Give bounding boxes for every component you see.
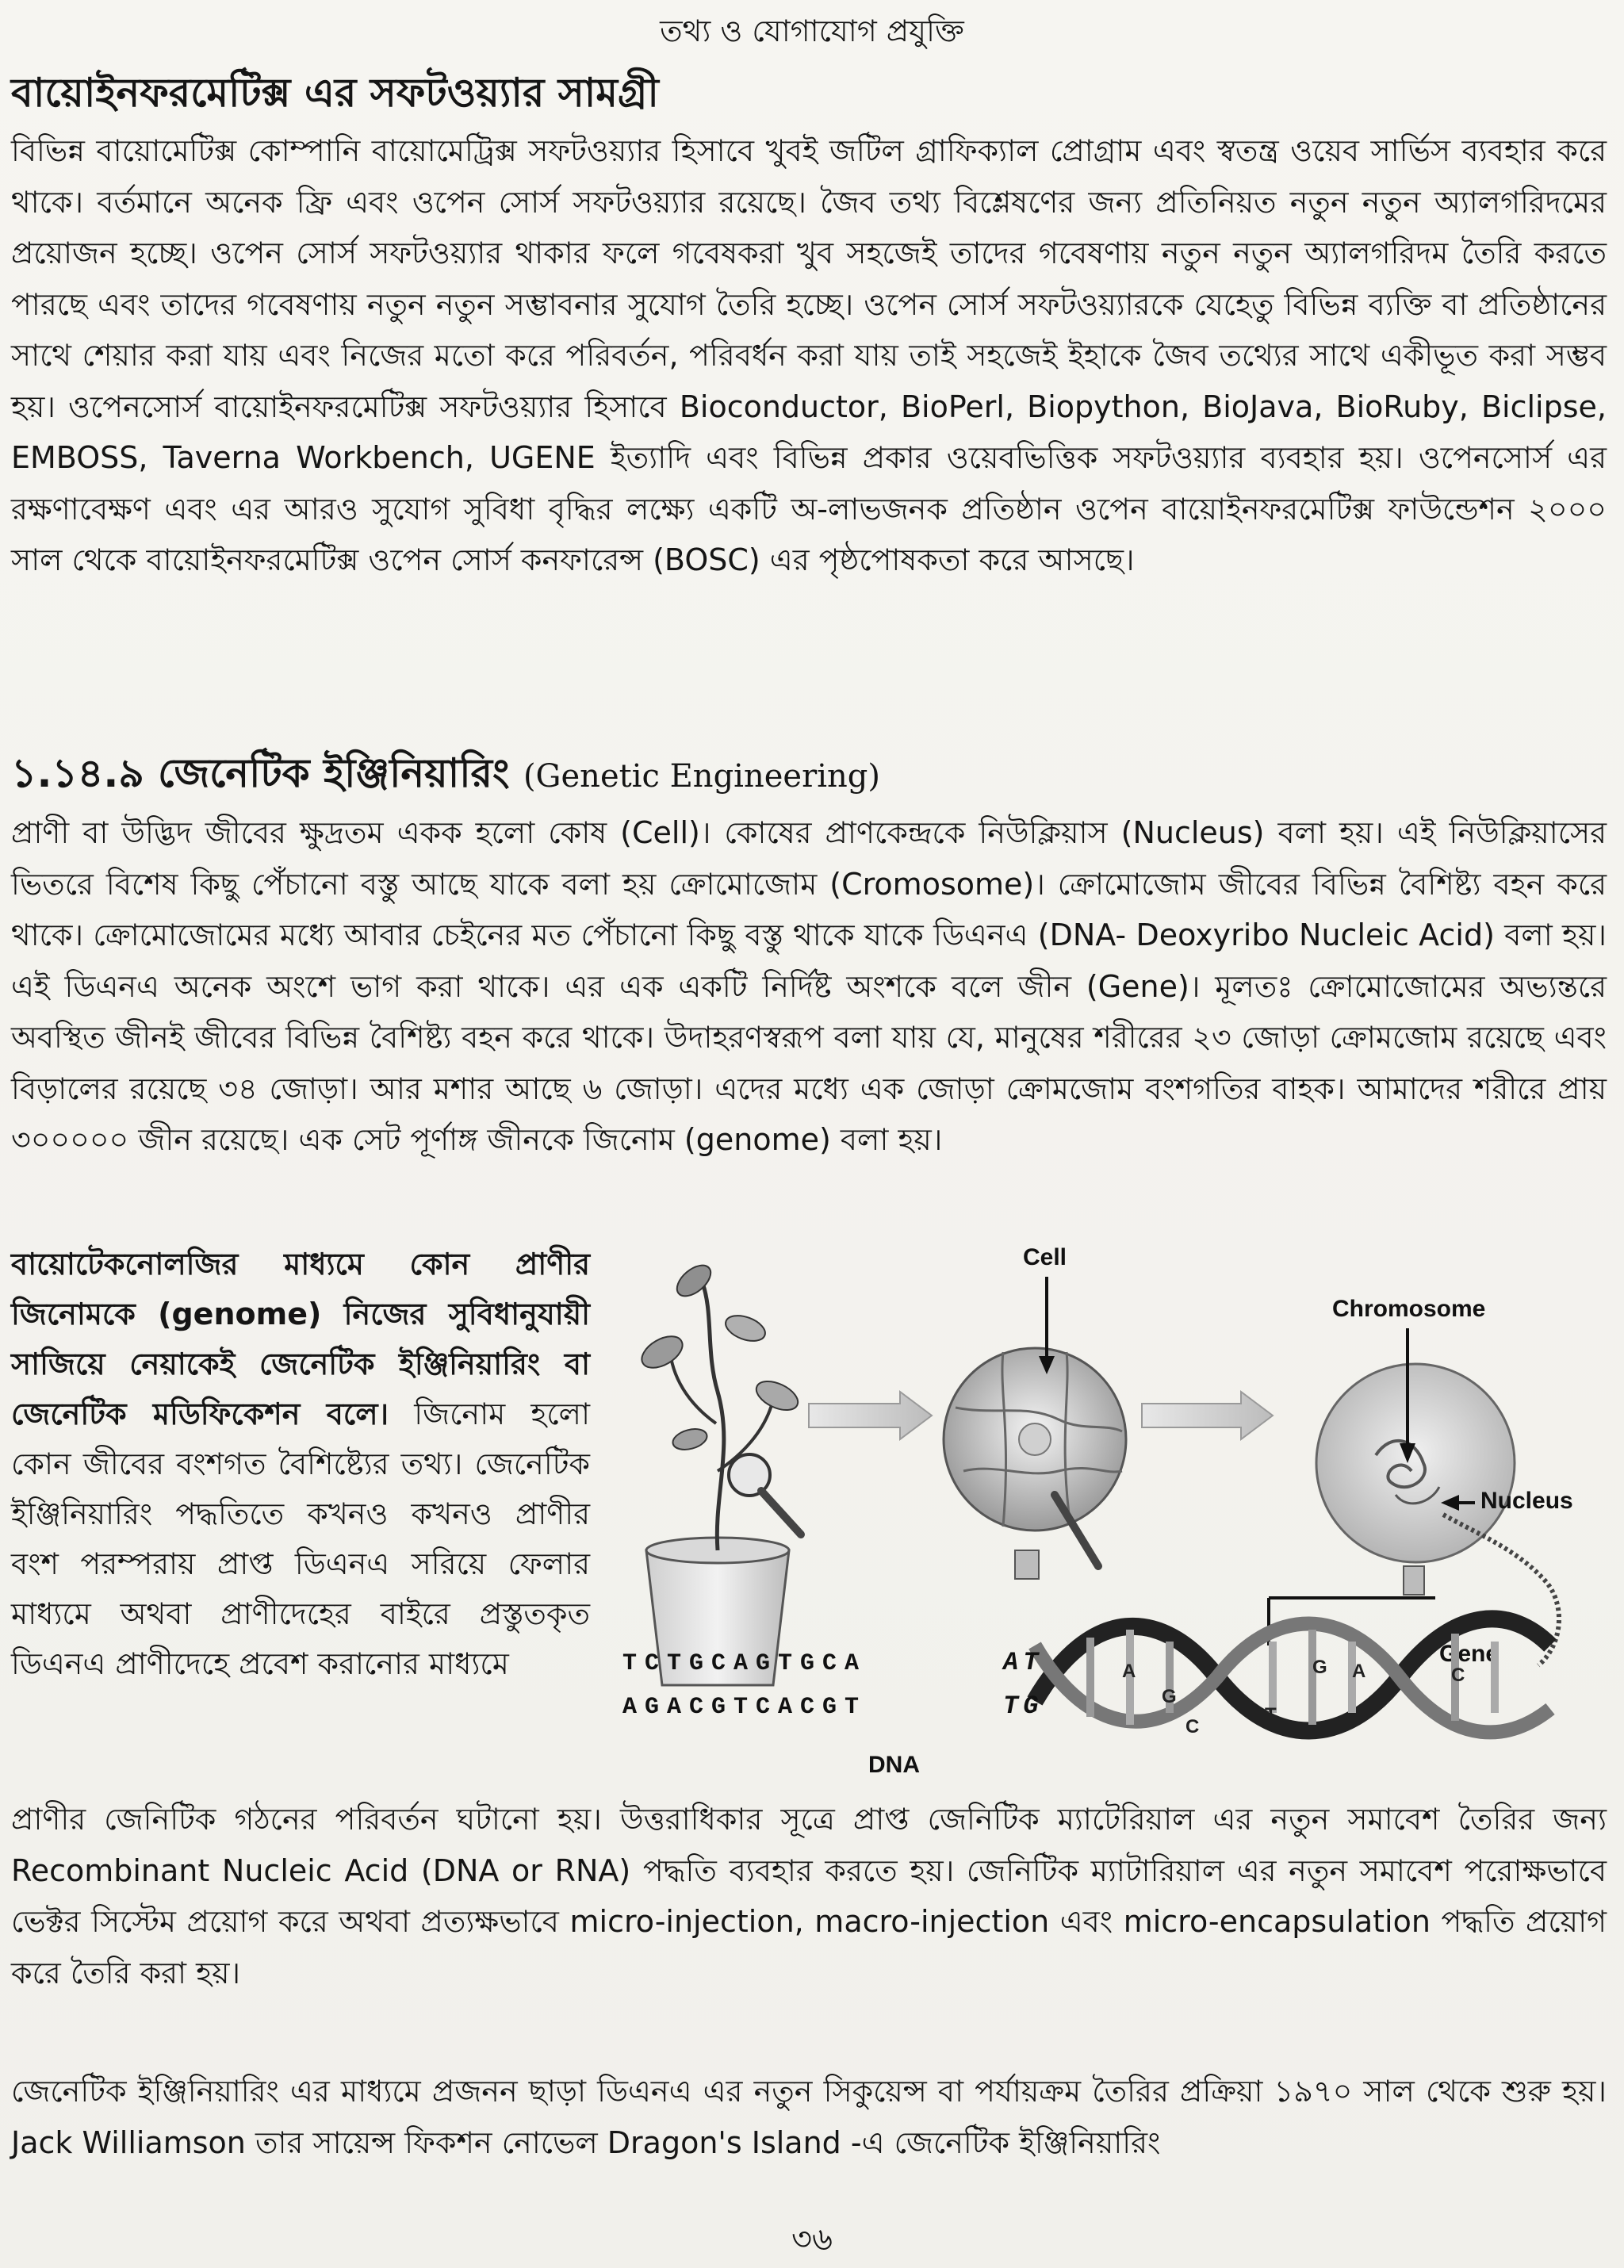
helix-base-4: T bbox=[1265, 1704, 1277, 1726]
section-heading-bioinformatics-software: বায়োইনফরমেটিক্স এর সফটওয়্যার সামগ্রী bbox=[11, 70, 659, 116]
helix-base-6: A bbox=[1352, 1661, 1366, 1682]
paragraph-cell-dna-gene: প্রাণী বা উদ্ভিদ জীবের ক্ষুদ্রতম একক হলো কোষ (Cell)। কোষের প্রাণকেন্দ্রকে নিউক্লিয়াস (Nucleus) বলা হয়। এই নিউক্লিয়াসের ভিতরে বিশেষ কিছু পেঁচানো বস্তু আছে যাকে বলা হয় ক্রোমোজোম (Cromosome)। ক্রোমোজোম জীবের বিভিন্ন বৈশিষ্ট্য বহন করে থাকে। ক্রোমোজোমের মধ্যে আবার চেইনের মত পেঁচানো কিছু বস্তু থাকে যাকে ডিএনএ (DNA- Deoxyribo Nucleic Acid) বলা হয়। এই ডিএনএ অনেক অংশে ভাগ করা থাকে। এর এক একটি নির্দিষ্ট অংশকে বলে জীন (Gene)। মূলতঃ ক্রোমোজোমের অভ্যন্তরে অবস্থিত জীনই জীবের বিভিন্ন বৈশিষ্ট্য বহন করে থাকে। উদাহরণস্বরূপ বলা যায় যে, মানুষের শরীরের ২৩ জোড়া ক্রোমজোম রয়েছে এবং বিড়ালের রয়েছে ৩৪ জোড়া। আর মশার আছে ৬ জোড়া। এদের মধ্যে এক জোড়া ক্রোমজোম বংশগতির বাহক। আমাদের শরীরে প্রায় ৩০০০০০ জীন রয়েছে। এক সেট পূর্ণাঙ্গ জীনকে জিনোম (genome) বলা হয়। bbox=[11, 815, 1607, 1157]
dna-sequence-bottom: AGACGTCACGT bbox=[622, 1694, 868, 1721]
section-heading-bn: ১.১৪.৯ জেনেটিক ইঞ্জিনিয়ারিং bbox=[11, 750, 510, 796]
paragraph-open-source-software: বিভিন্ন বায়োমেটিক্স কোম্পানি বায়োমেট্রিক্স সফটওয়্যার হিসাবে খুবই জটিল গ্রাফিক্যাল প্রোগ্রাম এবং স্বতন্ত্র ওয়েব সার্ভিস ব্যবহার করে থাকে। বর্তমানে অনেক ফ্রি এবং ওপেন সোর্স সফটওয়্যার রয়েছে। জৈব তথ্য বিশ্লেষণের জন্য প্রতিনিয়ত নতুন নতুন অ্যালগরিদমের প্রয়োজন হচ্ছে। ওপেন সোর্স সফটওয়্যার থাকার ফলে গবেষকরা খুব সহজেই তাদের গবেষণায় নতুন নতুন অ্যালগরিদম তৈরি করতে পারছে এবং তাদের গবেষণায় নতুন নতুন সম্ভাবনার সুযোগ তৈরি হচ্ছে। ওপেন সোর্স সফটওয়্যারকে যেহেতু বিভিন্ন ব্যক্তি বা প্রতিষ্ঠানের সাথে শেয়ার করা যায় এবং নিজের মতো করে পরিবর্তন, পরিবর্ধন করা যায় তাই সহজেই ইহাকে জৈব তথ্যের সাথে একীভূত করা সম্ভব হয়। ওপেনসোর্স বায়োইনফরমেটিক্স সফটওয়্যার হিসাবে Bioconductor, BioPerl, Biopython, BioJava, BioRuby, Biclipse, EMBOSS, Taverna Workbench, UGENE ইত্যাদি এবং বিভিন্ন প্রকার ওয়েবভিত্তিক সফটওয়্যার ব্যবহার হয়। ওপেনসোর্স এর রক্ষণাবেক্ষণ এবং এর আরও সুযোগ সুবিধা বৃদ্ধির লক্ষ্যে একটি অ-লাভজনক প্রতিষ্ঠান ওপেন বায়োইনফরমেটিক্স ফাউন্ডেশন ২০০০ সাল থেকে বায়োইনফরমেটিক্স ওপেন সোর্স কনফারেন্স (BOSC) এর পৃষ্ঠপোষকতা করে আসছে। bbox=[11, 133, 1607, 577]
magnifier-icon bbox=[729, 1454, 801, 1534]
side-column-text bbox=[11, 1239, 590, 1689]
dna-sequence-top: TCTGCAGTGCA bbox=[622, 1650, 868, 1677]
figure-illustration bbox=[615, 1233, 1606, 1788]
paragraph-history: জেনেটিক ইঞ্জিনিয়ারিং এর মাধ্যমে প্রজনন ছাড়া ডিএনএ এর নতুন সিকুয়েন্স বা পর্যায়ক্রম তৈরির প্রক্রিয়া ১৯৭০ সাল থেকে শুরু হয়। Jack Williamson তার সায়েন্স ফিকশন নোভেল Dragon's Island -এ জেনেটিক ইঞ্জিনিয়ারিং bbox=[11, 2074, 1607, 2160]
section-heading-en: (Genetic Engineering) bbox=[523, 758, 880, 795]
section-heading-genetic-engineering bbox=[11, 744, 880, 810]
dna-sequence-bottom-tail: TG bbox=[1003, 1691, 1044, 1721]
helix-base-1: A bbox=[1122, 1661, 1136, 1682]
dna-helix-illustration bbox=[1035, 1619, 1550, 1732]
nucleus-illustration bbox=[1316, 1364, 1515, 1595]
label-nucleus: Nucleus bbox=[1480, 1488, 1573, 1514]
label-chromosome: Chromosome bbox=[1332, 1296, 1486, 1322]
running-head: তথ্য ও যোগাযোগ প্রযুক্তি bbox=[660, 13, 964, 48]
dna-sequence-top-tail: AT bbox=[1003, 1648, 1044, 1677]
side-column-continuation: জিনোম হলো কোন জীবের বংশগত বৈশিষ্ট্যের তথ্য। জেনেটিক ইঞ্জিনিয়ারিং পদ্ধতিতে কখনও কখনও প্রাণীর বংশ পরম্পরায় প্রাপ্ত ডিএনএ সরিয়ে ফেলার মাধ্যমে অথবা প্রাণীদেহের বাইরে প্রস্তুতকৃত ডিএনএ প্রাণীদেহে প্রবেশ করানোর মাধ্যমে bbox=[11, 1396, 590, 1681]
definition-genetic-engineering: বায়োটেকনোলজির মাধ্যমে কোন প্রাণীর জিনোমকে (genome) নিজের সুবিধানুযায়ী সাজিয়ে নেয়াকেই জেনেটিক ইঞ্জিনিয়ারিং বা জেনেটিক মডিফিকেশন বলে। bbox=[11, 1247, 590, 1431]
process-arrow-1 bbox=[809, 1392, 932, 1439]
label-gene: Gene bbox=[1439, 1641, 1500, 1667]
helix-base-5: G bbox=[1312, 1657, 1327, 1678]
label-dna: DNA bbox=[868, 1752, 920, 1778]
process-arrow-2 bbox=[1142, 1392, 1273, 1439]
helix-base-7: C bbox=[1451, 1665, 1465, 1686]
helix-base-3: C bbox=[1185, 1716, 1200, 1737]
paragraph-recombinant-dna: প্রাণীর জেনিটিক গঠনের পরিবর্তন ঘটানো হয়। উত্তরাধিকার সূত্রে প্রাপ্ত জেনিটিক ম্যাটেরিয়াল এর নতুন সমাবেশ তৈরির জন্য Recombinant Nucleic Acid (DNA or RNA) পদ্ধতি ব্যবহার করতে হয়। জেনিটিক ম্যাটারিয়াল এর নতুন সমাবেশ পরোক্ষভাবে ভেক্টর সিস্টেম প্রয়োগ করে অথবা প্রত্যক্ষভাবে micro-injection, macro-injection এবং micro-encapsulation পদ্ধতি প্রয়োগ করে তৈরি করা হয়। bbox=[11, 1802, 1607, 1990]
label-cell: Cell bbox=[1023, 1244, 1067, 1270]
cell-cluster-illustration bbox=[944, 1348, 1126, 1579]
helix-base-2: G bbox=[1162, 1686, 1177, 1707]
genetic-engineering-figure bbox=[615, 1233, 1606, 1788]
potted-plant-illustration bbox=[637, 1259, 802, 1685]
page-number: ৩৬ bbox=[791, 2221, 833, 2258]
